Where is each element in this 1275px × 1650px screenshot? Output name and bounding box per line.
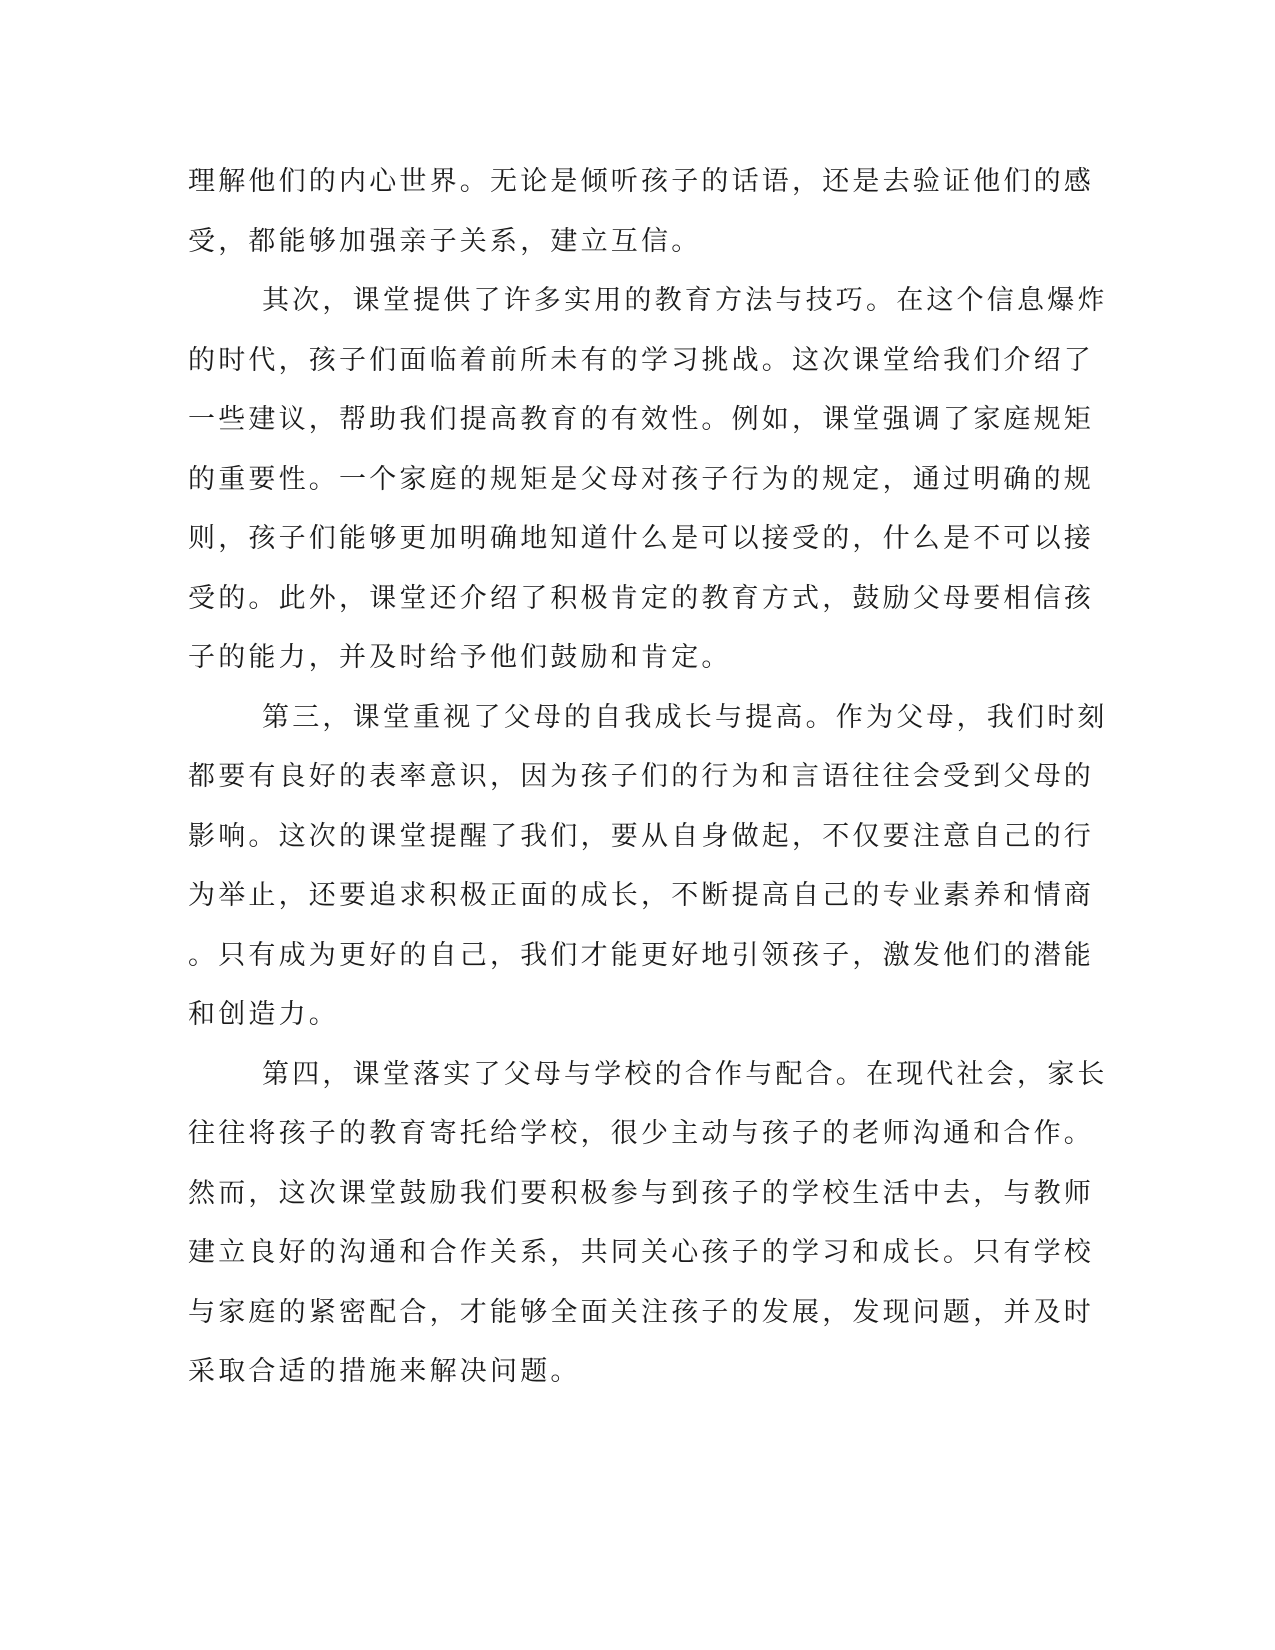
- text-line: 。只有成为更好的自己，我们才能更好地引领孩子，激发他们的潜能: [188, 940, 1094, 971]
- paragraph-start-line: 第四，课堂落实了父母与学校的合作与配合。在现代社会，家长: [262, 1059, 1108, 1090]
- text-line: 则，孩子们能够更加明确地知道什么是可以接受的，什么是不可以接: [188, 523, 1094, 554]
- text-line: 与家庭的紧密配合，才能够全面关注孩子的发展，发现问题，并及时: [188, 1297, 1094, 1328]
- text-line: 采取合适的措施来解决问题。: [188, 1356, 581, 1387]
- text-line: 的时代，孩子们面临着前所未有的学习挑战。这次课堂给我们介绍了: [188, 345, 1094, 376]
- text-line: 然而，这次课堂鼓励我们要积极参与到孩子的学校生活中去，与教师: [188, 1178, 1094, 1209]
- text-line: 都要有良好的表率意识，因为孩子们的行为和言语往往会受到父母的: [188, 761, 1094, 792]
- text-line: 往往将孩子的教育寄托给学校，很少主动与孩子的老师沟通和合作。: [188, 1118, 1094, 1149]
- text-line: 的重要性。一个家庭的规矩是父母对孩子行为的规定，通过明确的规: [188, 464, 1094, 495]
- text-line: 影响。这次的课堂提醒了我们，要从自身做起，不仅要注意自己的行: [188, 821, 1094, 852]
- text-line: 受，都能够加强亲子关系，建立互信。: [188, 226, 702, 257]
- text-line: 为举止，还要追求积极正面的成长，不断提高自己的专业素养和情商: [188, 880, 1094, 911]
- paragraph-start-line: 其次，课堂提供了许多实用的教育方法与技巧。在这个信息爆炸: [262, 285, 1108, 316]
- text-line: 子的能力，并及时给予他们鼓励和肯定。: [188, 642, 732, 673]
- text-line: 和创造力。: [188, 999, 339, 1030]
- text-line: 受的。此外，课堂还介绍了积极肯定的教育方式，鼓励父母要相信孩: [188, 583, 1094, 614]
- text-line: 一些建议，帮助我们提高教育的有效性。例如，课堂强调了家庭规矩: [188, 404, 1094, 435]
- text-line: 建立良好的沟通和合作关系，共同关心孩子的学习和成长。只有学校: [188, 1237, 1094, 1268]
- text-line: 理解他们的内心世界。无论是倾听孩子的话语，还是去验证他们的感: [188, 166, 1094, 197]
- paragraph-start-line: 第三，课堂重视了父母的自我成长与提高。作为父母，我们时刻: [262, 702, 1108, 733]
